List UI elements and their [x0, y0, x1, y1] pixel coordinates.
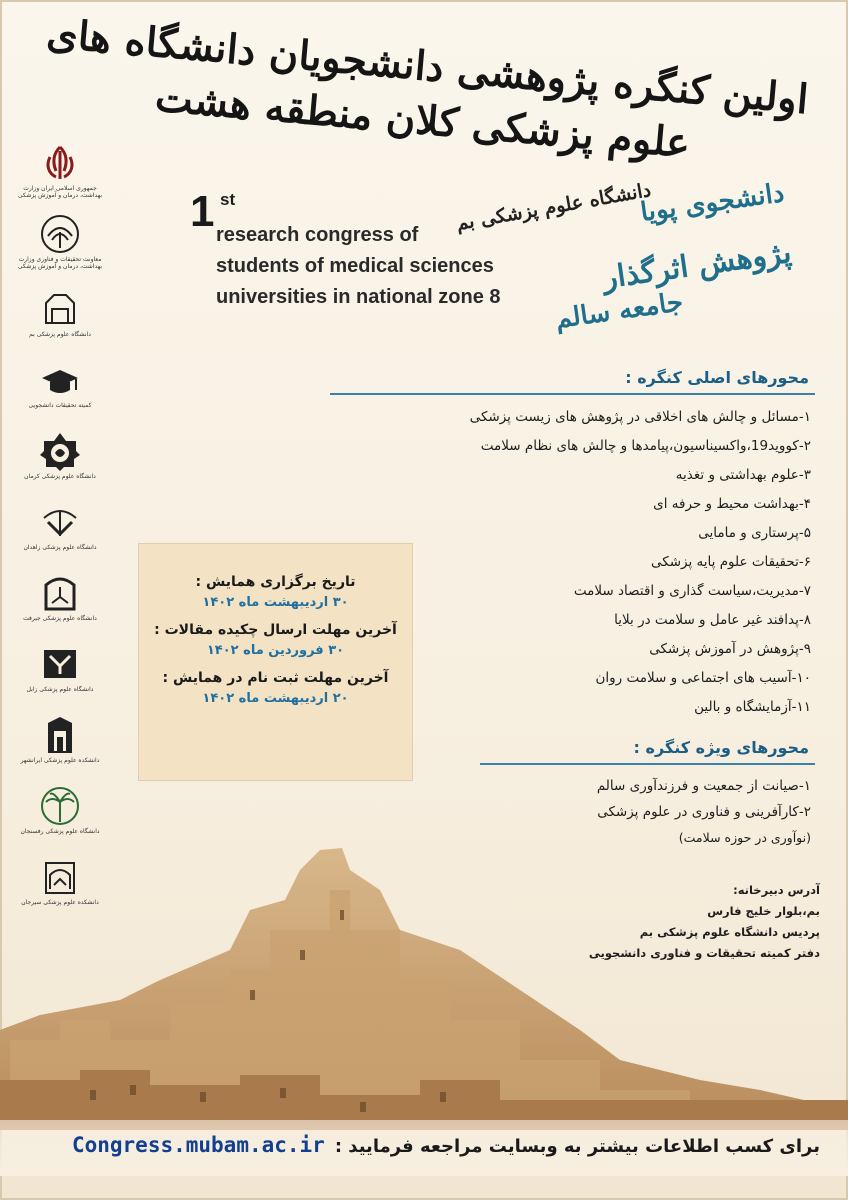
- logo-caption: معاونت تحقیقات و فناوری وزارت بهداشت، درمان و آموزش پزشکی: [17, 256, 103, 270]
- date-value: ۳۰ فروردین ماه ۱۴۰۲: [206, 643, 345, 658]
- date-label: تاریخ برگزاری همایش :: [195, 574, 356, 590]
- address-label: آدرس دبیرخانه:: [733, 883, 820, 897]
- iran-emblem-icon: [38, 143, 82, 183]
- logo-jiroft: [14, 566, 106, 628]
- english-ordinal-number: 1: [190, 187, 215, 236]
- special-topics-title: محورهای ویژه کنگره :: [633, 738, 809, 757]
- main-topics-title: محورهای اصلی کنگره :: [625, 368, 809, 387]
- address-line: پردیس دانشگاه علوم پزشکی بم: [639, 925, 820, 939]
- address-line: بم،بلوار خلیج فارس: [707, 904, 820, 918]
- iranshahr-university-logo-icon: [38, 715, 82, 755]
- zabol-university-logo-icon: [38, 644, 82, 684]
- english-title-line-2: students of medical sciences: [216, 255, 494, 277]
- topic-item: ۹-پژوهش در آموزش پزشکی: [649, 641, 811, 657]
- logo-kerman: [14, 424, 106, 486]
- topic-item: ۱-مسائل و چالش های اخلاقی در پژوهش های زیست پزشکی: [469, 409, 811, 425]
- divider: [480, 763, 815, 765]
- footer-text: برای کسب اطلاعات بیشتر به وبسایت مراجعه فرمایید :: [334, 1136, 820, 1157]
- logo-iran-emblem: [14, 140, 106, 202]
- logo-caption: دانشگاه علوم پزشکی زابل: [26, 685, 94, 693]
- zahedan-university-logo-icon: [38, 502, 82, 542]
- host-university: دانشگاه علوم پزشکی بم: [454, 179, 653, 235]
- topic-item: ۲-کووید19،واکسیناسیون،پیامدها و چالش های نظام سلامت: [480, 438, 811, 454]
- topic-item: ۴-بهداشت محیط و حرفه ای: [653, 496, 811, 512]
- kerman-university-logo-icon: [38, 431, 82, 471]
- logo-caption: دانشگاه علوم پزشکی کرمان: [24, 472, 96, 480]
- date-value: ۲۰ اردیبهشت ماه ۱۴۰۲: [202, 691, 349, 706]
- date-label: آخرین مهلت ارسال چکیده مقالات :: [154, 622, 397, 638]
- secretariat-address: [540, 880, 820, 964]
- logo-column: [14, 140, 106, 921]
- special-topic-item: ۲-کارآفرینی و فناوری در علوم پزشکی: [597, 804, 811, 820]
- divider: [330, 393, 815, 395]
- logo-caption: دانشگاه علوم پزشکی رفسنجان: [20, 827, 100, 835]
- website-link[interactable]: Congress.mubam.ac.ir: [71, 1133, 325, 1157]
- footer: [30, 1133, 820, 1157]
- topic-item: ۶-تحقیقات علوم پایه پزشکی: [651, 554, 811, 570]
- logo-student-research: [14, 353, 106, 415]
- special-topic-item: ۱-صیانت از جمعیت و فرزندآوری سالم: [596, 778, 811, 794]
- slogan-1: دانشجوی پویا: [638, 178, 787, 228]
- logo-iranshahr: [14, 708, 106, 770]
- logo-caption: دانشگاه علوم پزشکی زاهدان: [23, 543, 97, 551]
- english-title-line-3: universities in national zone 8: [216, 286, 501, 308]
- slogan-3: جامعه سالم: [553, 287, 685, 335]
- bam-university-logo-icon: [38, 289, 82, 329]
- slogan-2: پژوهش اثرگذار: [600, 234, 794, 297]
- logo-caption: دانشگاه علوم پزشکی جیرفت: [23, 614, 97, 622]
- graduation-cap-icon: [38, 360, 82, 400]
- topic-item: ۸-پدافند غیر عامل و سلامت در بلایا: [614, 612, 811, 628]
- logo-caption: جمهوری اسلامی ایران وزارت بهداشت، درمان و آموزش پزشکی: [17, 185, 103, 199]
- date-label: آخرین مهلت ثبت نام در همایش :: [162, 670, 389, 686]
- logo-bam-university: [14, 282, 106, 344]
- special-topic-item: (نوآوری در حوزه سلامت): [678, 830, 811, 845]
- logo-caption: دانشکده علوم پزشکی سیرجان: [21, 898, 99, 906]
- logo-caption: دانشگاه علوم پزشکی بم: [29, 330, 91, 338]
- palm-tree-logo-icon: [38, 786, 82, 826]
- logo-ministry: [14, 211, 106, 273]
- topic-item: ۷-مدیریت،سیاست گذاری و اقتصاد سلامت: [573, 583, 811, 599]
- date-value: ۳۰ اردیبهشت ماه ۱۴۰۲: [202, 595, 349, 610]
- address-line: دفتر کمیته تحقیقات و فناوری دانشجویی: [588, 946, 820, 960]
- english-title-line-1: research congress of: [216, 224, 419, 246]
- logo-caption: دانشکده علوم پزشکی ایرانشهر: [20, 756, 100, 764]
- topic-item: ۵-پرستاری و مامایی: [698, 525, 811, 541]
- important-dates-box: [138, 543, 413, 781]
- logo-zahedan: [14, 495, 106, 557]
- topic-item: ۱۱-آزمایشگاه و بالین: [694, 699, 811, 715]
- logo-zabol: [14, 637, 106, 699]
- topic-item: ۱۰-آسیب های اجتماعی و سلامت روان: [595, 670, 811, 686]
- ministry-tree-icon: [38, 214, 82, 254]
- bam-citadel-illustration: [0, 827, 848, 1130]
- logo-caption: کمیته تحقیقات دانشجویی: [28, 401, 92, 409]
- topic-item: ۳-علوم بهداشتی و تغذیه: [675, 467, 811, 483]
- book-arch-logo-icon: [38, 573, 82, 613]
- english-ordinal-suffix: st: [220, 190, 236, 209]
- poster-title: اولین کنگره پژوهشی دانشجویان دانشگاه های علوم پزشکی کلان منطقه هشت: [44, 9, 811, 168]
